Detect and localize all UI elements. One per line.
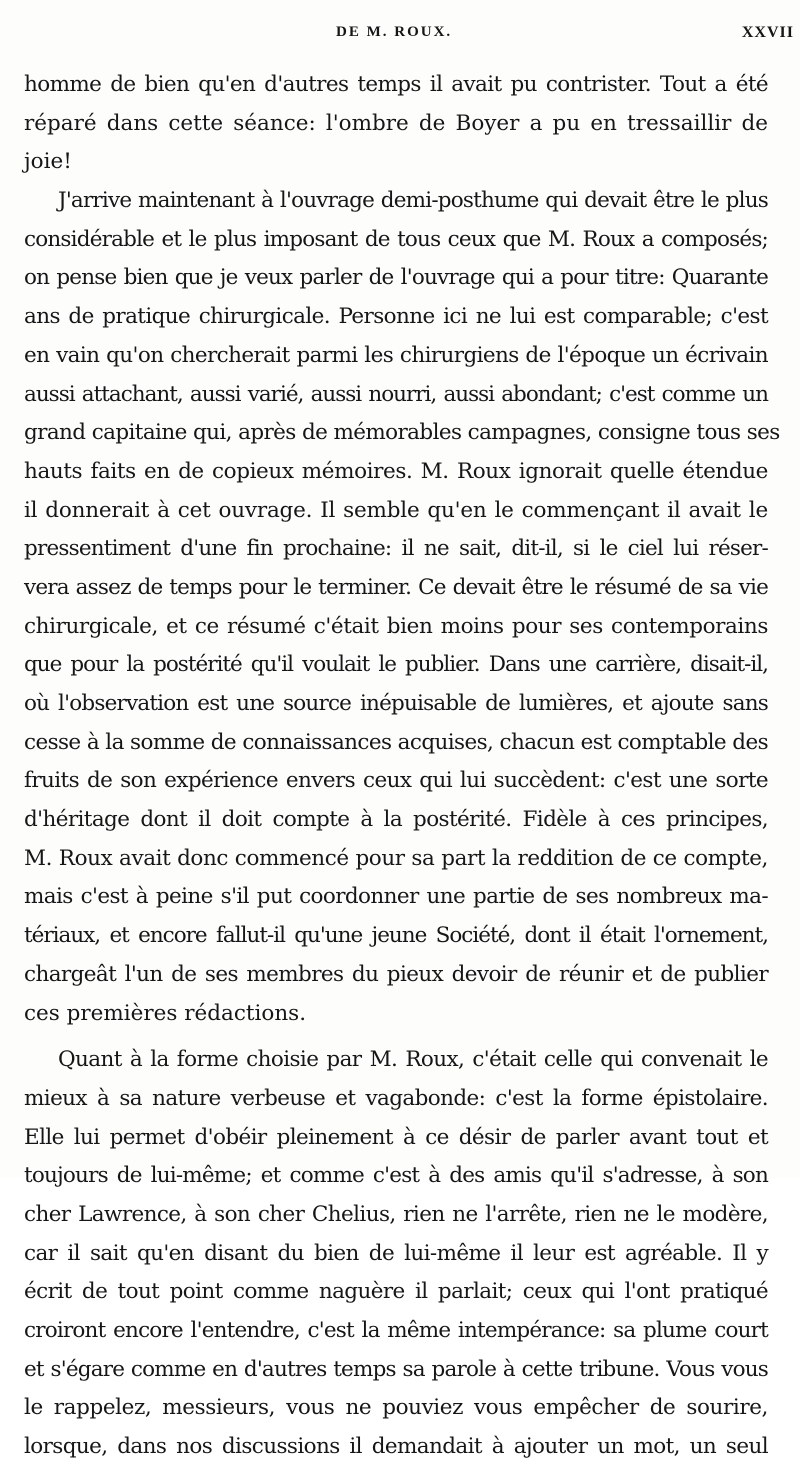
text-line: joie! xyxy=(24,149,72,175)
text-line: lorsque, dans nos discussions il demandait à ajouter un mot, un seul xyxy=(24,1434,768,1460)
text-line: cher Lawrence, à son cher Chelius, rien ne l'arrête, rien ne le modère, xyxy=(24,1201,768,1227)
text-line: fruits de son expérience envers ceux qui lui succèdent: c'est une sorte xyxy=(24,768,768,794)
text-line: on pense bien que je veux parler de l'ouvrage qui a pour titre: Quarante xyxy=(24,265,768,291)
text-line: le rappelez, messieurs, vous ne pouviez vous empêcher de sourire, xyxy=(24,1395,768,1421)
text-line: mieux à sa nature verbeuse et vagabonde: c'est la forme épistolaire. xyxy=(24,1085,768,1111)
text-line: que pour la postérité qu'il voulait le publier. Dans une carrière, disait-il, xyxy=(24,652,768,678)
text-line: il donnerait à cet ouvrage. Il semble qu'en le commençant il avait le xyxy=(24,497,768,523)
running-title: DE M. ROUX. xyxy=(336,24,453,40)
text-line: d'héritage dont il doit compte à la postérité. Fidèle à ces principes, xyxy=(24,807,768,833)
text-line: cesse à la somme de connaissances acquises, chacun est comptable des xyxy=(24,729,768,755)
running-head xyxy=(0,14,800,44)
text-line: chirurgicale, et ce résumé c'était bien moins pour ses contemporains xyxy=(24,613,768,639)
text-line: aussi attachant, aussi varié, aussi nourri, aussi abondant; c'est comme un xyxy=(24,381,768,407)
text-line: ces premières rédactions. xyxy=(24,1000,307,1026)
text-line: vera assez de temps pour le terminer. Ce devait être le résumé de sa vie xyxy=(24,574,768,600)
text-line: homme de bien qu'en d'autres temps il avait pu contrister. Tout a été xyxy=(24,72,768,97)
text-line: où l'observation est une source inépuisable de lumières, et ajoute sans xyxy=(24,691,768,716)
text-line: pressentiment d'une fin prochaine: il ne sait, dit-il, si le ciel lui réser- xyxy=(24,536,768,562)
text-line: en vain qu'on chercherait parmi les chirurgiens de l'époque un écrivain xyxy=(24,342,768,368)
text-line: et s'égare comme en d'autres temps sa parole à cette tribune. Vous vous xyxy=(24,1356,768,1382)
text-line: considérable et le plus imposant de tous ceux que M. Roux a composés; xyxy=(24,226,768,252)
text-line: réparé dans cette séance: l'ombre de Boyer a pu en tressaillir de xyxy=(24,110,768,136)
body-text xyxy=(24,66,780,1467)
page-number: XXVII xyxy=(741,24,794,41)
text-line: car il sait qu'en disant du bien de lui-même il leur est agréable. Il y xyxy=(24,1240,768,1266)
text-line: écrit de tout point comme naguère il parlait; ceux qui l'ont pratiqué xyxy=(24,1279,768,1305)
text-line: J'arrive maintenant à l'ouvrage demi-posthume qui devait être le plus xyxy=(58,188,768,214)
text-line: ans de pratique chirurgicale. Personne ici ne lui est comparable; c'est xyxy=(24,304,768,330)
text-line: hauts faits en de copieux mémoires. M. Roux ignorait quelle étendue xyxy=(24,458,768,484)
text-line: mais c'est à peine s'il put coordonner une partie de ses nombreux ma- xyxy=(24,884,768,910)
text-line: grand capitaine qui, après de mémorables campagnes, consigne tous ses xyxy=(24,420,780,446)
text-line: Elle lui permet d'obéir pleinement à ce désir de parler avant tout et xyxy=(24,1124,768,1150)
text-line: chargeât l'un de ses membres du pieux devoir de réunir et de publier xyxy=(24,961,768,987)
text-line: tériaux, et encore fallut-il qu'une jeune Société, dont il était l'ornement, xyxy=(24,923,768,949)
text-line: Quant à la forme choisie par M. Roux, c'était celle qui convenait le xyxy=(58,1047,768,1073)
text-line: toujours de lui-même; et comme c'est à des amis qu'il s'adresse, à son xyxy=(24,1163,768,1189)
text-line: croiront encore l'entendre, c'est la même intempérance: sa plume court xyxy=(24,1318,768,1343)
text-line: M. Roux avait donc commencé pour sa part la reddition de ce compte, xyxy=(24,845,768,871)
